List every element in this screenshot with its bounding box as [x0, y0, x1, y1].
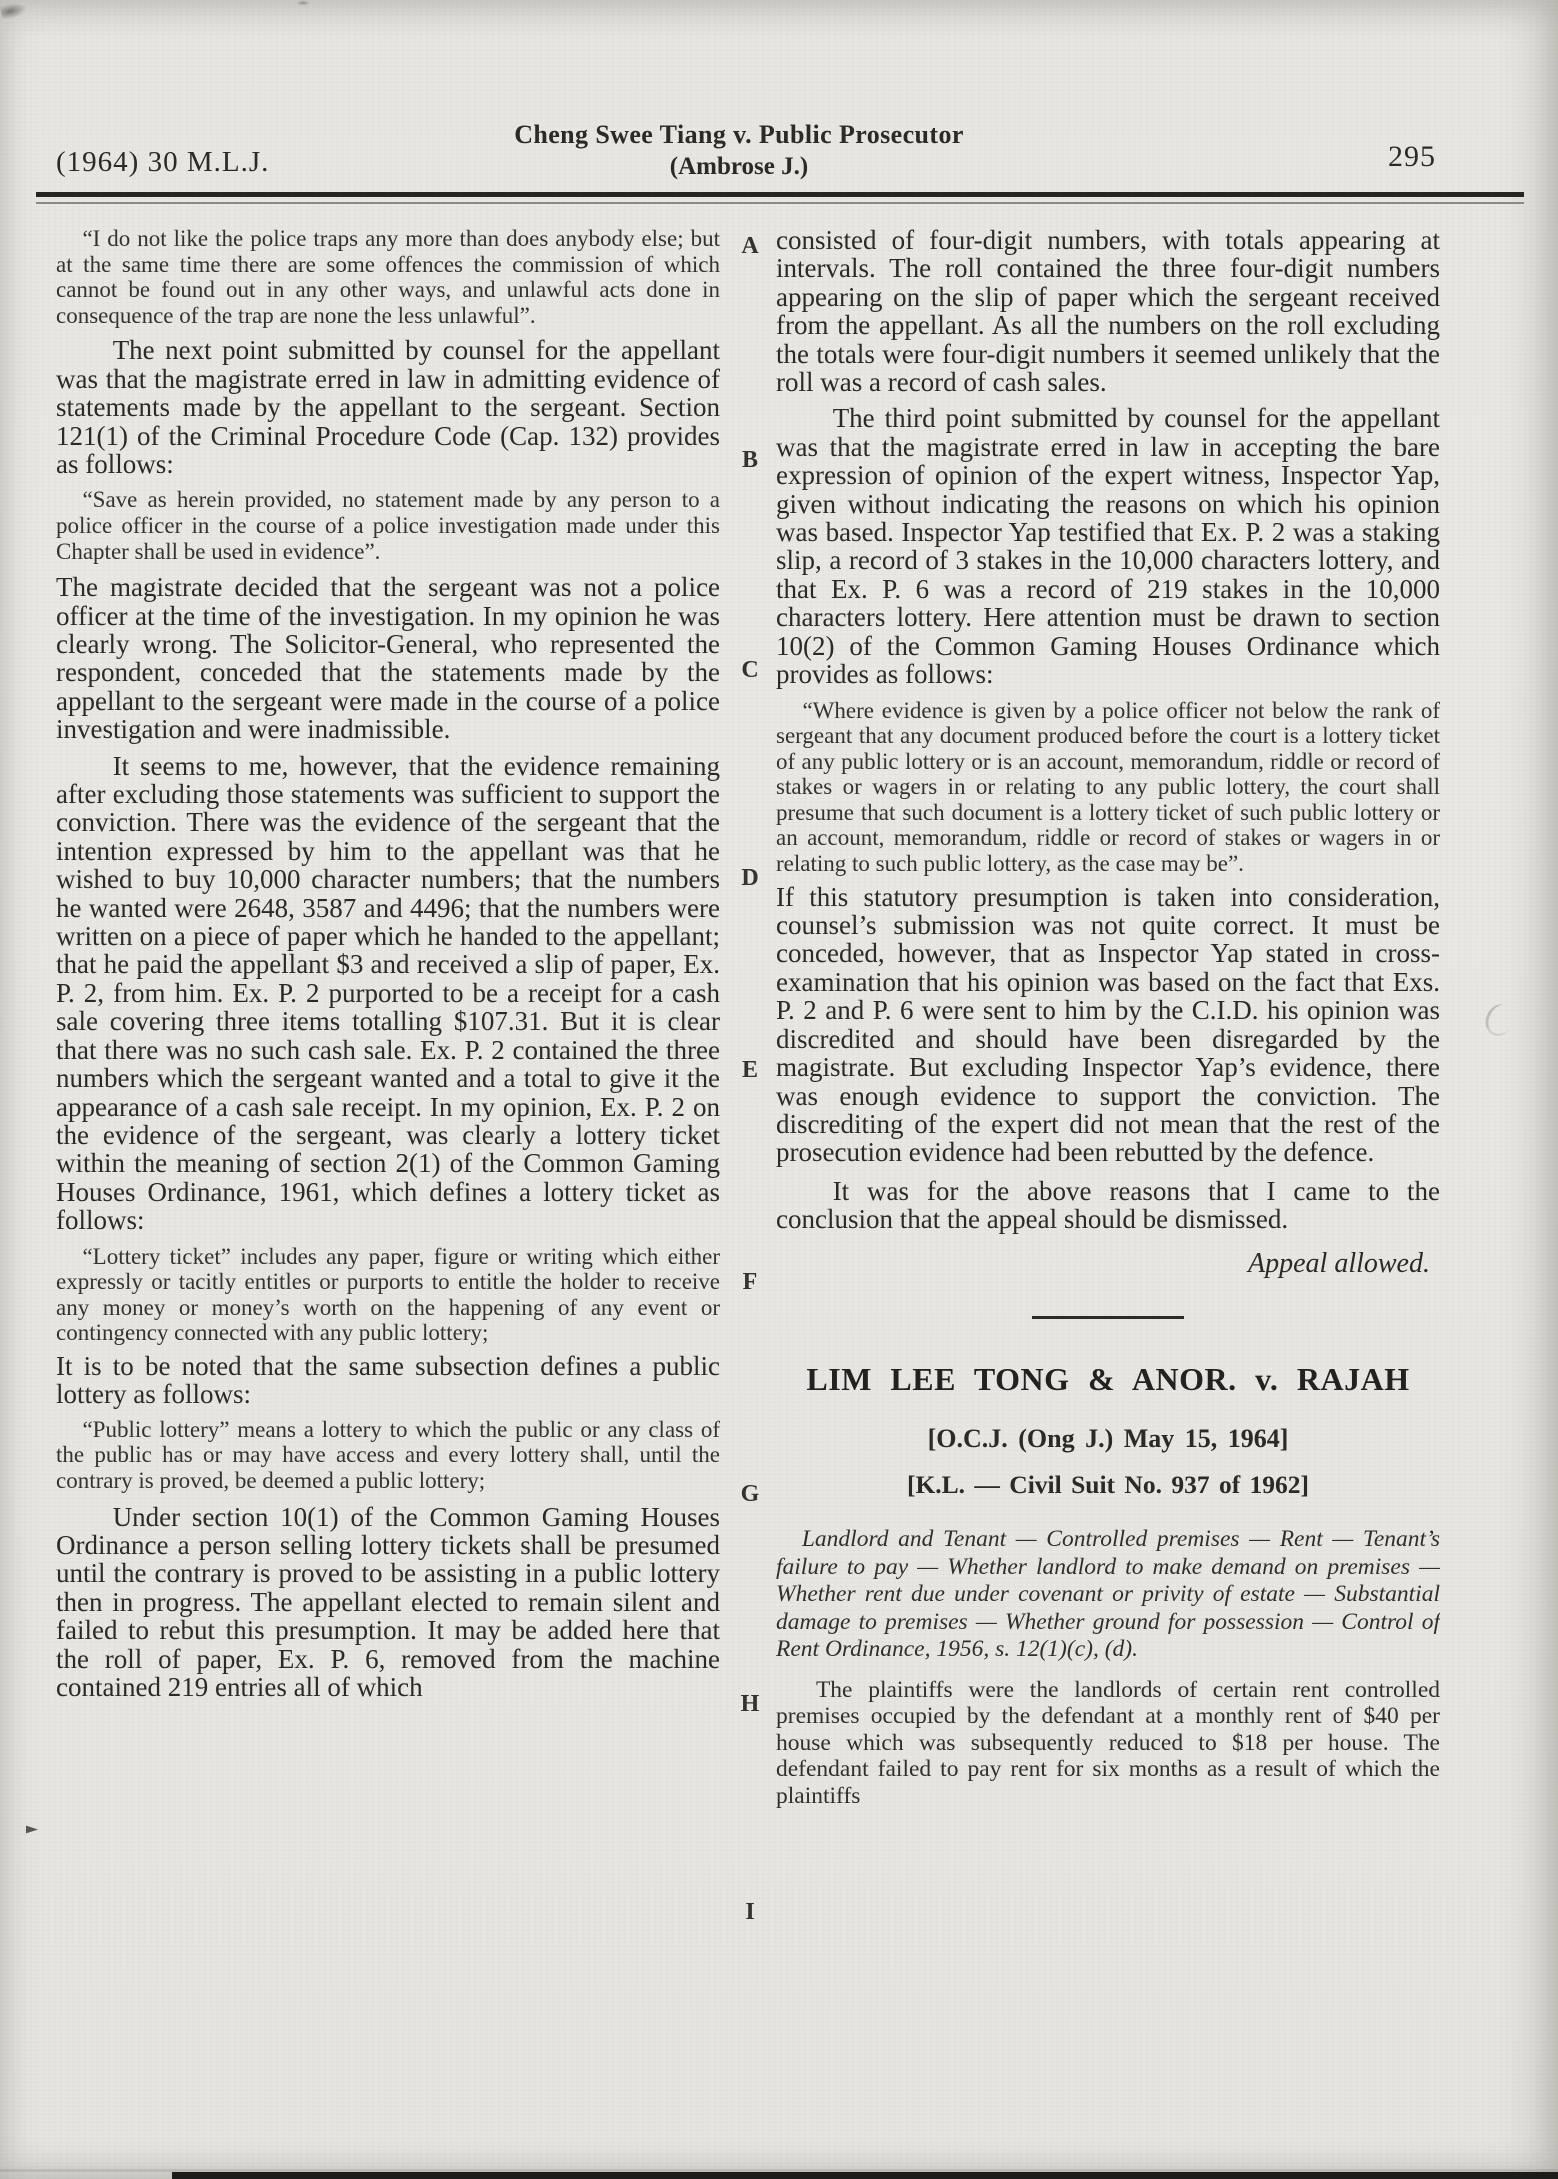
page-number: 295 — [1388, 140, 1436, 173]
gutter-letter-d: D — [741, 865, 759, 891]
gutter-letter-a: A — [741, 233, 759, 259]
paragraph: consisted of four-digit numbers, with totals appearing at intervals. The roll contained the three four-digit numbers appearing on the slip of paper which the sergeant received from the appellant. As all the numbers on the roll excluding the totals were four-digit numbers it seemed unlikely that the roll was a record of cash sales. — [776, 226, 1440, 398]
gutter-letter-g: G — [740, 1481, 760, 1507]
margin-ink-tick — [26, 1824, 38, 1835]
suit-number-line: [K.L. — Civil Suit No. 937 of 1962] — [906, 1469, 1310, 1499]
paragraph: It seems to me, however, that the evidence remaining after excluding those statements was sufficient to support the conviction. There was the evidence of the sergeant that the intention expressed by him to the appellant was that he wished to buy 10,000 character numbers; that the numbers he wanted were 2648, 3587 and 4496; that the numbers were written on a piece of paper which he handed to the appellant; that he paid the appellant $3 and received a slip of paper, Ex. P. 2, from him. Ex. P. 2 purported to be a receipt for a cash sale covering three items totalling $107.31. But it is clear that there was no such cash sale. Ex. P. 2 contained the three numbers which the sergeant wanted and a total to give it the appearance of a cash sale receipt. In my opinion, Ex. P. 2 on the evidence of the sergeant, was clearly a lottery ticket within the meaning of section 2(1) of the Common Gaming Houses Ordinance, 1961, which defines a lottery ticket as follows: — [56, 750, 720, 1236]
catchwords: Landlord and Tenant — Controlled premises — Rent — Tenant’s failure to pay — Whether landlord to make demand on premises — Whether rent due under covenant or privity of estate — Substantial damage to premises — Whether ground for possession — Control of Rent Ordinance, 1956, s. 12(1)(c), (d). — [776, 1525, 1440, 1663]
left-column — [56, 226, 720, 2156]
gutter-letter-h: H — [740, 1691, 760, 1717]
paragraph: It is to be noted that the same subsection defines a public lottery as follows: — [56, 1350, 720, 1410]
quote-block: “I do not like the police traps any more than does anybody else; but at the same time there are some offences the commission of which cannot be found out in any other ways, and unlawful acts done in consequence of the trap are none the less unlawful”. — [56, 226, 720, 328]
right-column — [776, 226, 1440, 2156]
quote-block: “Where evidence is given by a police officer not below the rank of sergeant that any document produced before the court is a lottery ticket of any public lottery or is an account, memorandum, riddle or record of stakes or wagers in or relating to any public lottery, the court shall presume that such document is a lottery ticket of such public lottery or an account, memorandum, riddle or record of stakes or wagers in or relating to such public lottery, as the case may be”. — [776, 697, 1440, 877]
gutter-letter-i: I — [745, 1899, 755, 1925]
running-head-case-name: Cheng Swee Tiang v. Public Prosecutor — [514, 120, 964, 149]
section-separator — [1032, 1316, 1184, 1319]
quote-block: “Lottery ticket” includes any paper, figure or writing which either expressly or tacitly entitles or purports to entitle the holder to receive any money or money’s worth on the happening of any event or contingency connected with any public lottery; — [56, 1243, 720, 1346]
ink-smudge — [1481, 1000, 1519, 1040]
gutter-letter-e: E — [741, 1057, 758, 1083]
appeal-result: Appeal allowed. — [1248, 1247, 1430, 1279]
scan-corner-mark — [0, 0, 28, 20]
case-summary: The plaintiffs were the landlords of certain rent controlled premises occupied by the defendant at a monthly rent of $40 per house which was subsequently reduced to $18 per house. The defendant failed to pay rent for six months as a result of which the plaintiffs — [776, 1676, 1440, 1809]
paragraph: Under section 10(1) of the Common Gaming Houses Ordinance a person selling lottery tickets shall be presumed until the contrary is proved to be assisting in a public lottery then in progress. The appellant elected to remain silent and failed to rebut this presumption. It may be added here that the roll of paper, Ex. P. 6, removed from the machine contained 219 entries all of which — [56, 1501, 720, 1702]
gutter-letter-c: C — [741, 657, 759, 683]
case-title: LIM LEE TONG & ANOR. v. RAJAH — [806, 1360, 1410, 1397]
running-head-judge: (Ambrose J.) — [669, 153, 809, 180]
paragraph: The magistrate decided that the sergeant was not a police officer at the time of the investigation. In my opinion he was clearly wrong. The Solicitor-General, who represented the respondent, conceded that the statements made by the appellant to the sergeant were made in the course of a police investigation and were inadmissible. — [56, 572, 720, 745]
paragraph: The next point submitted by counsel for the appellant was that the magistrate erred in law in admitting evidence of statements made by the appellant to the sergeant. Section 121(1) of the Criminal Procedure Code (Cap. 132) provides as follows: — [56, 335, 720, 479]
gutter-letter-f: F — [742, 1269, 758, 1295]
scan-top-dot — [296, 0, 310, 6]
paragraph: The third point submitted by counsel for the appellant was that the magistrate erred in law in accepting the bare expression of opinion of the expert witness, Inspector Yap, given without indicating the reasons on which his opinion was based. Inspector Yap testified that Ex. P. 2 was a staking slip, a record of 3 stakes in the 10,000 characters lottery, and that Ex. P. 6 was a record of 219 stakes in the 10,000 characters lottery. Here attention must be drawn to section 10(2) of the Common Gaming Houses Ordinance which provides as follows: — [776, 403, 1440, 690]
header-rule — [36, 192, 1524, 204]
paragraph: It was for the above reasons that I came to the conclusion that the appeal should be dismissed. — [776, 1175, 1440, 1235]
coram-line: [O.C.J. (Ong J.) May 15, 1964] — [927, 1423, 1289, 1453]
quote-block: “Public lottery” means a lottery to which the public or any class of the public has or may have access and every lottery shall, until the contrary is proved, be deemed a public lottery; — [56, 1416, 720, 1493]
gutter-letter-b: B — [741, 447, 758, 473]
journal-citation: (1964) 30 M.L.J. — [56, 146, 270, 178]
quote-block: “Save as herein provided, no statement made by any person to a police officer in the course of a police investigation made under this Chapter shall be used in evidence”. — [56, 487, 720, 564]
bottom-scan-edge — [172, 2172, 1558, 2179]
paragraph: If this statutory presumption is taken into consideration, counsel’s submission was not quite correct. It must be conceded, however, that as Inspector Yap stated in cross-examination that his opinion was based on the fact that Exs. P. 2 and P. 6 were sent to him by the C.I.D. his opinion was discredited and should have been disregarded by the magistrate. But excluding Inspector Yap’s evidence, there was enough evidence to support the conviction. The discrediting of the expert did not mean that the rest of the prosecution evidence had been rebutted by the defence. — [776, 881, 1440, 1168]
